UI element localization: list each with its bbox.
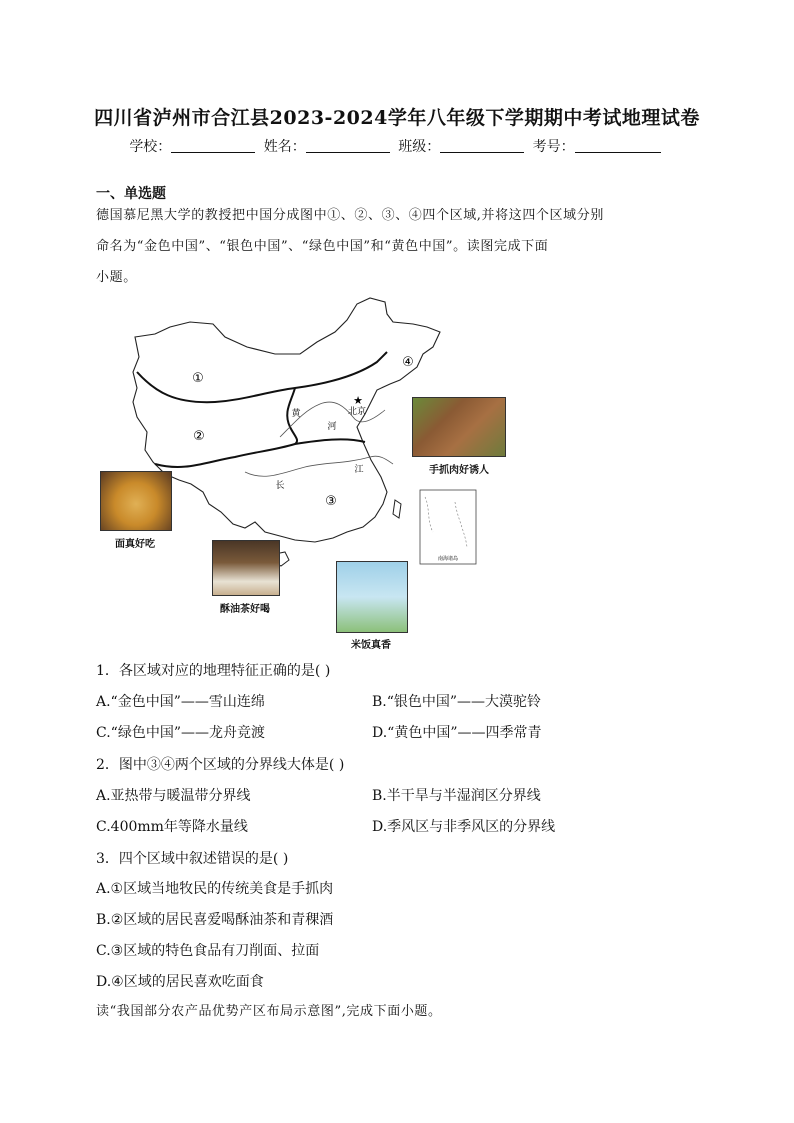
- option-c[interactable]: C.③区域的特色食品有刀削面、拉面: [96, 943, 320, 959]
- option-a[interactable]: A.亚热带与暖温带分界线: [96, 788, 251, 804]
- name-field[interactable]: [306, 138, 390, 153]
- beijing-label: 北京: [347, 407, 367, 417]
- noodles-photo: [100, 471, 172, 531]
- river-char: 黄: [291, 409, 301, 419]
- option-b[interactable]: B.②区域的居民喜爱喝酥油茶和青稞酒: [96, 912, 334, 928]
- region-label-1: ①: [192, 371, 204, 386]
- option-b[interactable]: B.半干旱与半湿润区分界线: [372, 788, 541, 804]
- class-label: 班级：: [398, 139, 441, 155]
- option-d[interactable]: D.季风区与非季风区的分界线: [372, 819, 556, 835]
- meat-caption: 手抓肉好诱人: [429, 465, 489, 476]
- number-label: 考号：: [532, 139, 575, 155]
- butter-tea-photo: [212, 540, 280, 596]
- school-label: 学校：: [129, 139, 172, 155]
- option-c[interactable]: C.“绿色中国”——龙舟竞渡: [96, 725, 265, 741]
- rice-caption: 米饭真香: [351, 640, 391, 651]
- option-a[interactable]: A.①区域当地牧民的传统美食是手抓肉: [96, 881, 334, 897]
- rice-cartoon: [336, 561, 408, 633]
- option-a[interactable]: A.“金色中国”——雪山连绵: [96, 694, 265, 710]
- intro-line: 命名为“金色中国”、“银色中国”、“绿色中国”和“黄色中国”。读图完成下面: [96, 239, 549, 254]
- option-d[interactable]: D.“黄色中国”——四季常青: [372, 725, 542, 741]
- number-field[interactable]: [575, 138, 661, 153]
- tea-caption: 酥油茶好喝: [220, 604, 270, 615]
- inset-label: 南海诸岛: [437, 556, 459, 562]
- beijing-star-icon: ★: [353, 394, 363, 407]
- intro-line: 德国慕尼黑大学的教授把中国分成图中①、②、③、④四个区域,并将这四个区域分别: [96, 208, 604, 223]
- option-b[interactable]: B.“银色中国”——大漠驼铃: [372, 694, 542, 710]
- intro-line: 小题。: [96, 270, 137, 285]
- boundary-1-2: [137, 352, 387, 402]
- taiwan-island: [393, 500, 401, 518]
- student-info-row: [0, 136, 794, 156]
- section-title: 一、单选题: [96, 186, 166, 202]
- river-char: 长: [275, 481, 285, 491]
- meat-photo: [412, 397, 506, 457]
- option-c[interactable]: C.400mm年等降水量线: [96, 819, 248, 835]
- question-stem: 2．图中③④两个区域的分界线大体是( ): [96, 757, 345, 773]
- river-char: 河: [327, 422, 337, 432]
- class-field[interactable]: [440, 138, 524, 153]
- noodles-caption: 面真好吃: [115, 539, 155, 550]
- name-label: 姓名：: [263, 139, 306, 155]
- region-label-3: ③: [325, 494, 337, 509]
- page-title: 四川省泸州市合江县2023-2024学年八年级下学期期中考试地理试卷: [94, 107, 700, 129]
- option-d[interactable]: D.④区域的居民喜欢吃面食: [96, 974, 264, 990]
- outro-text: 读“我国部分农产品优势产区布局示意图”,完成下面小题。: [96, 1004, 442, 1019]
- south-china-sea-inset: [420, 490, 476, 564]
- school-field[interactable]: [171, 138, 255, 153]
- question-stem: 3．四个区域中叙述错误的是( ): [96, 851, 289, 867]
- region-label-2: ②: [193, 429, 205, 444]
- region-label-4: ④: [402, 355, 414, 370]
- river-char: 江: [354, 465, 364, 475]
- question-stem: 1．各区域对应的地理特征正确的是( ): [96, 663, 331, 679]
